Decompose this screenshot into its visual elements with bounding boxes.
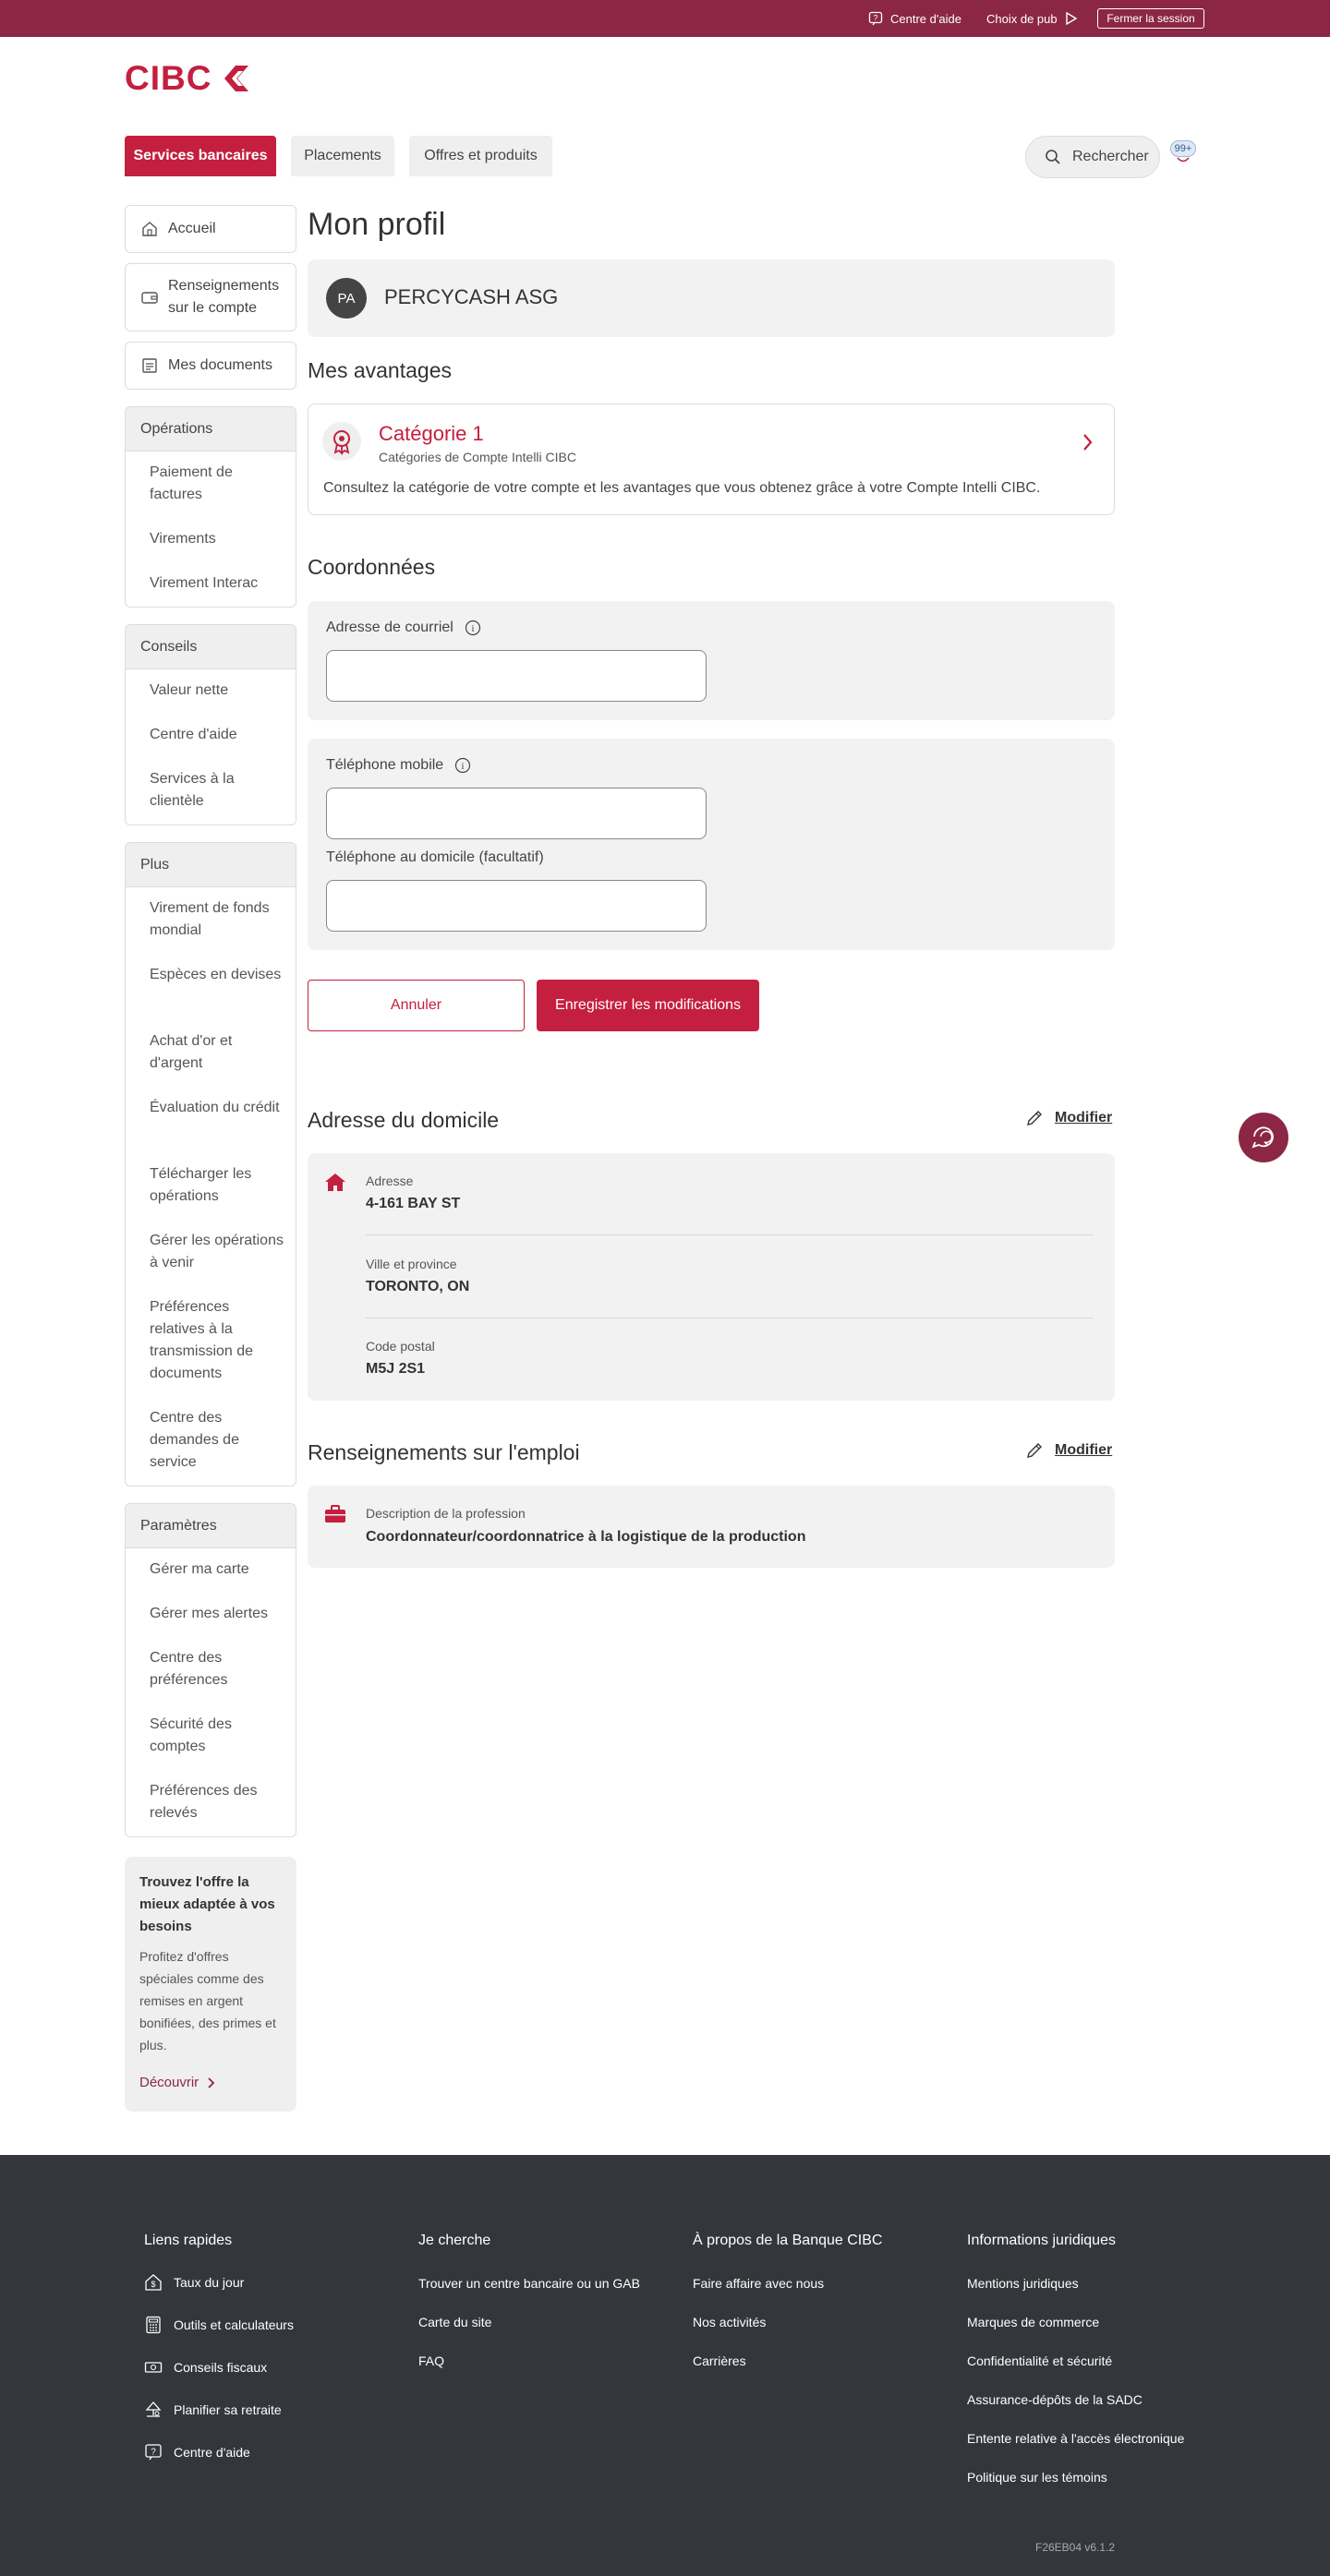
app-version: F26EB04 v6.1.2 — [1035, 2541, 1116, 2554]
footer-quick-links-title: Liens rapides — [144, 2233, 233, 2248]
sidebar-item-label: Renseignements sur le compte — [168, 278, 280, 316]
address-label: Adresse — [366, 1174, 414, 1188]
tab-banking[interactable]: Services bancaires — [125, 136, 276, 176]
sidebar-item-home[interactable] — [125, 205, 296, 253]
adchoices-icon — [1065, 12, 1078, 25]
sidebar-item-document-delivery-prefs[interactable]: Préférences relatives à la transmission de documents — [150, 1299, 254, 1381]
sidebar-item-preference-centre[interactable]: Centre des préférences — [150, 1650, 228, 1688]
logout-button[interactable]: Fermer la session — [1097, 8, 1204, 29]
city-province-value: TORONTO, ON — [366, 1279, 470, 1294]
chat-button[interactable] — [1239, 1113, 1288, 1162]
email-label-text: Adresse de courriel — [326, 620, 453, 635]
tab-offers-products[interactable]: Offres et produits — [409, 136, 552, 176]
footer-link-label: Outils et calculateurs — [174, 2317, 294, 2332]
sidebar-group-settings — [125, 1503, 296, 1837]
svg-text:i: i — [471, 623, 475, 634]
footer-link-electronic-access[interactable]: Entente relative à l'accès électronique — [967, 2431, 1185, 2446]
footer-link-privacy-security[interactable]: Confidentialité et sécurité — [967, 2353, 1113, 2368]
retirement-icon — [144, 2401, 163, 2419]
footer-link-our-activities[interactable]: Nos activités — [693, 2315, 767, 2329]
footer-link-tools-calculators[interactable] — [144, 2316, 294, 2334]
benefit-description: Consultez la catégorie de votre compte et les avantages que vous obtenez grâce à votre Compte Intelli CIBC. — [323, 480, 1041, 496]
address-value: 4-161 BAY ST — [366, 1196, 461, 1211]
footer-link-careers[interactable]: Carrières — [693, 2353, 746, 2368]
sidebar-item-customer-service[interactable]: Services à la clientèle — [150, 771, 235, 809]
sidebar-item-transfers[interactable]: Virements — [150, 531, 216, 547]
sidebar-group-title: Opérations — [126, 407, 296, 451]
modify-employment-label: Modifier — [1055, 1442, 1113, 1458]
footer-link-label: Centre d'aide — [174, 2445, 250, 2460]
mobile-phone-field[interactable] — [326, 788, 707, 839]
benefit-category-subtitle: Catégories de Compte Intelli CIBC — [379, 450, 576, 464]
sidebar-item-upcoming-transactions[interactable]: Gérer les opérations à venir — [150, 1233, 284, 1270]
sidebar-item-credit-score[interactable]: Évaluation du crédit — [150, 1100, 280, 1115]
sidebar-item-service-requests[interactable]: Centre des demandes de service — [150, 1410, 239, 1470]
cibc-logo[interactable] — [125, 59, 252, 98]
employment-section-title: Renseignements sur l'emploi — [308, 1440, 580, 1464]
sidebar-group-title: Plus — [126, 843, 296, 887]
help-center-label: Centre d'aide — [890, 11, 961, 26]
search-button[interactable] — [1025, 136, 1160, 178]
sidebar-item-documents[interactable] — [125, 342, 296, 390]
footer-link-help-center[interactable] — [144, 2443, 250, 2462]
svg-text:$: $ — [151, 2280, 156, 2289]
save-changes-button[interactable]: Enregistrer les modifications — [537, 980, 759, 1031]
sidebar-item-account-security[interactable]: Sécurité des comptes — [150, 1716, 232, 1754]
sidebar-group-operations — [125, 406, 296, 608]
mobile-phone-label-text: Téléphone mobile — [326, 757, 444, 773]
footer-legal-title: Informations juridiques — [967, 2233, 1116, 2248]
postal-code-label: Code postal — [366, 1339, 435, 1354]
tab-investments[interactable]: Placements — [291, 136, 394, 176]
briefcase-icon — [324, 1504, 346, 1524]
footer-link-faq[interactable]: FAQ — [418, 2353, 445, 2368]
divider — [366, 1234, 1094, 1235]
city-province-label: Ville et province — [366, 1257, 457, 1271]
pencil-icon — [1025, 1109, 1044, 1127]
employment-card — [308, 1486, 1115, 1568]
modify-address-link[interactable] — [1025, 1109, 1112, 1127]
documents-icon — [140, 356, 159, 375]
notification-count-badge: 99+ — [1170, 140, 1196, 157]
cibc-diamond-icon — [215, 63, 252, 94]
discover-label: Découvrir — [139, 2075, 200, 2090]
footer-link-sitemap[interactable]: Carte du site — [418, 2315, 492, 2329]
sidebar-item-bill-payment[interactable]: Paiement de factures — [150, 464, 233, 502]
home-icon — [140, 220, 159, 238]
adchoices-link[interactable] — [986, 0, 1078, 37]
info-icon[interactable] — [454, 757, 471, 774]
calculator-icon — [144, 2316, 163, 2334]
footer-looking-title: Je cherche — [418, 2233, 491, 2248]
home-address-card — [308, 1153, 1115, 1401]
sidebar-item-statement-prefs[interactable]: Préférences des relevés — [150, 1783, 258, 1821]
logo-text: CIBC — [125, 59, 212, 97]
page-title: Mon profil — [308, 207, 446, 242]
sidebar-group-title: Conseils — [126, 625, 296, 669]
phone-card — [308, 739, 1115, 950]
sidebar-item-interac-transfer[interactable]: Virement Interac — [150, 575, 259, 591]
chat-bubble-icon — [1250, 1124, 1277, 1151]
email-field[interactable] — [326, 650, 707, 702]
house-dollar-icon — [144, 2273, 163, 2292]
email-label — [326, 620, 481, 636]
profile-header-card — [308, 259, 1115, 337]
footer-link-trademarks[interactable]: Marques de commerce — [967, 2315, 1100, 2329]
discover-link[interactable] — [139, 2075, 215, 2090]
home-phone-label: Téléphone au domicile (facultatif) — [326, 849, 544, 865]
award-ribbon-icon — [321, 421, 362, 462]
sidebar-item-manage-card[interactable]: Gérer ma carte — [150, 1561, 249, 1577]
email-card — [308, 601, 1115, 720]
notifications-button[interactable] — [1170, 140, 1198, 164]
footer — [0, 2155, 1330, 2576]
cancel-button[interactable]: Annuler — [308, 980, 525, 1031]
footer-link-retirement[interactable] — [144, 2401, 282, 2419]
modify-address-label: Modifier — [1055, 1110, 1113, 1125]
cash-icon — [144, 2358, 163, 2377]
adchoices-label: Choix de pub — [986, 11, 1058, 26]
footer-link-legal-notices[interactable]: Mentions juridiques — [967, 2276, 1079, 2291]
house-icon — [324, 1172, 346, 1192]
sidebar-item-label: Accueil — [168, 221, 216, 236]
sidebar-item-net-worth[interactable]: Valeur nette — [150, 682, 229, 698]
chevron-right-icon — [206, 2077, 215, 2088]
footer-link-cdic[interactable]: Assurance-dépôts de la SADC — [967, 2392, 1143, 2407]
benefits-section-title: Mes avantages — [308, 358, 452, 382]
modify-employment-link[interactable] — [1025, 1441, 1112, 1460]
occupation-value: Coordonnateur/coordonnatrice à la logistique de la production — [366, 1529, 806, 1545]
sidebar-group-more — [125, 842, 296, 1487]
top-utility-bar — [0, 0, 1330, 37]
sidebar-item-help-center[interactable]: Centre d'aide — [150, 727, 237, 742]
sidebar-group-advice — [125, 624, 296, 825]
footer-link-tax-tips[interactable] — [144, 2358, 267, 2377]
search-icon — [1045, 149, 1061, 165]
pencil-icon — [1025, 1441, 1044, 1460]
occupation-label: Description de la profession — [366, 1506, 526, 1521]
help-icon — [868, 11, 883, 26]
avatar: PA — [326, 278, 367, 319]
footer-link-find-branch[interactable]: Trouver un centre bancaire ou un GAB — [418, 2276, 640, 2291]
footer-link-doing-business[interactable]: Faire affaire avec nous — [693, 2276, 825, 2291]
sidebar-group-title: Paramètres — [126, 1504, 296, 1548]
address-section-title: Adresse du domicile — [308, 1108, 500, 1132]
sidebar-item-manage-alerts[interactable]: Gérer mes alertes — [150, 1606, 269, 1621]
postal-code-value: M5J 2S1 — [366, 1361, 426, 1377]
mobile-phone-label — [326, 757, 471, 774]
contact-section-title: Coordonnées — [308, 555, 436, 579]
svg-text:?: ? — [873, 13, 878, 23]
chevron-right-icon — [1082, 433, 1094, 451]
promo-body: Profitez d'offres spéciales comme des remises en argent bonifiées, des primes et plus. — [139, 1949, 276, 2052]
footer-link-label: Taux du jour — [174, 2275, 245, 2290]
svg-text:?: ? — [151, 2447, 156, 2458]
profile-name: PERCYCASH ASG — [384, 285, 559, 308]
footer-link-cookies-policy[interactable]: Politique sur les témoins — [967, 2470, 1107, 2485]
sidebar-item-global-money-transfer[interactable]: Virement de fonds mondial — [150, 900, 270, 938]
sidebar-item-download-transactions[interactable]: Télécharger les opérations — [150, 1166, 252, 1204]
footer-link-label: Planifier sa retraite — [174, 2402, 282, 2417]
sidebar-item-foreign-cash[interactable]: Espèces en devises — [150, 967, 282, 982]
bell-icon — [1170, 156, 1198, 165]
sidebar-item-label: Mes documents — [168, 357, 272, 373]
promo-title: Trouvez l'offre la mieux adaptée à vos besoins — [139, 1874, 275, 1934]
sidebar-item-account-info[interactable] — [125, 263, 296, 331]
help-icon — [144, 2443, 163, 2462]
info-icon[interactable] — [465, 620, 481, 636]
sidebar-item-gold-silver[interactable]: Achat d'or et d'argent — [150, 1033, 233, 1071]
benefits-category-card[interactable] — [308, 403, 1115, 515]
footer-about-title: À propos de la Banque CIBC — [693, 2233, 883, 2248]
benefit-category-title: Catégorie 1 — [379, 422, 484, 445]
help-center-link[interactable] — [868, 0, 961, 37]
search-label: Rechercher — [1072, 149, 1149, 164]
svg-text:i: i — [461, 761, 465, 772]
wallet-icon — [140, 288, 159, 307]
home-phone-field[interactable] — [326, 880, 707, 932]
footer-link-label: Conseils fiscaux — [174, 2360, 268, 2375]
offer-promo-card — [125, 1857, 296, 2112]
footer-link-daily-rates[interactable] — [144, 2273, 244, 2292]
